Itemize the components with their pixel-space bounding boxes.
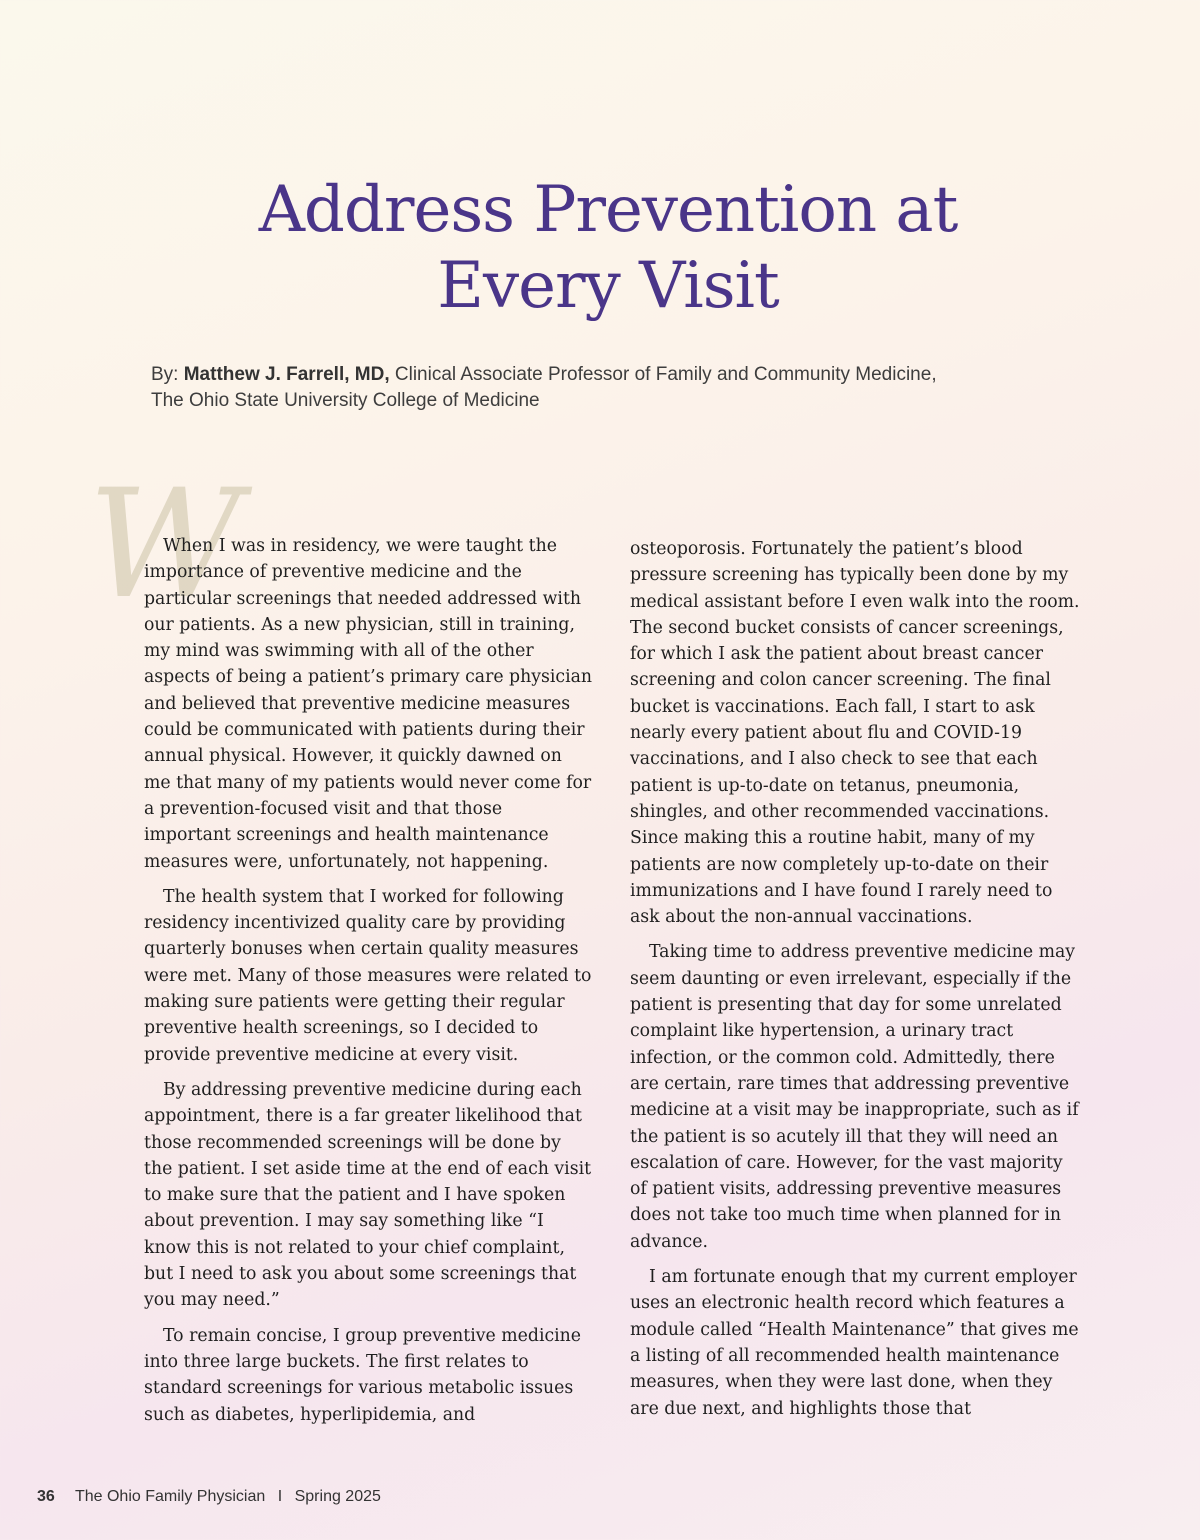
page-footer: [37, 1488, 381, 1506]
paragraph: I am fortunate enough that my current employer uses an electronic health record which features a module called “Health Maintenance” that gives me a listing of all recommended health maintenance measures, when they were last done, when they are due next, and highlights those that: [630, 1267, 1079, 1419]
page-number: 36: [37, 1488, 55, 1505]
footer-separator: I: [277, 1488, 283, 1505]
title-line-1: Address Prevention at: [258, 173, 958, 247]
publication-name: The Ohio Family Physician: [74, 1488, 266, 1505]
paragraph: By addressing preventive medicine during each appointment, there is a far greater likelihood that those recommended screenings will be done by the patient. I set aside time at the end of each visit to make sure that the patient and I have spoken about prevention. I may say something like “I know this is not related to your chief complaint, but I need to ask you about some screenings that you may need.”: [144, 1079, 592, 1311]
article-column-right: [630, 536, 1080, 1431]
author-affiliation: The Ohio State University College of Medicine: [151, 390, 540, 411]
paragraph: When I was in residency, we were taught the importance of preventive medicine and the particular screenings that needed addressed with our patients. As a new physician, still in training, my mind was swimming with all of the other aspects of being a patient’s primary care physician and believed that preventive medicine measures could be communicated with patients during their annual physical. However, it quickly dawned on me that many of my patients would never come for a prevention-focused visit and that those important screenings and health maintenance measures were, unfortunately, not happening.: [144, 536, 593, 872]
byline: [151, 362, 1071, 414]
title-line-2: Every Visit: [437, 249, 779, 323]
author-title: Clinical Associate Professor of Family and Community Medicine,: [394, 364, 937, 385]
paragraph: The health system that I worked for following residency incentivized quality care by providing quarterly bonuses when certain quality measures were met. Many of those measures were related to making sure patients were getting their regular preventive health screenings, so I decided to provide preventive medicine at every visit.: [144, 886, 592, 1065]
paragraph: To remain concise, I group preventive medicine into three large buckets. The first relates to standard screenings for various metabolic issues such as diabetes, hyperlipidemia, and: [144, 1325, 582, 1425]
byline-prefix: By:: [151, 364, 179, 385]
article-column-left: [144, 533, 594, 1437]
paragraph: Taking time to address preventive medicine may seem daunting or even irrelevant, especially if the patient is presenting that day for some unrelated complaint like hypertension, a urinary tract infection, or the common cold. Admittedly, there are certain, rare times that addressing preventive medicine at a visit may be inappropriate, such as if the patient is so acutely ill that they will need an escalation of care. However, for the vast majority of patient visits, addressing preventive measures does not take too much time when planned for in advance.: [630, 942, 1079, 1252]
issue-date: Spring 2025: [294, 1488, 381, 1505]
paragraph: osteoporosis. Fortunately the patient’s blood pressure screening has typically been done by my medical assistant before I even walk into the room. The second bucket consists of cancer screenings, for which I ask the patient about breast cancer screening and colon cancer screening. The final bucket is vaccinations. Each fall, I start to ask nearly every patient about flu and COVID-19 vaccinations, and I also check to see that each patient is up-to-date on tetanus, pneumonia, shingles, and other recommended vaccinations. Since making this a routine habit, many of my patients are now completely up-to-date on their immunizations and I have found I rarely need to ask about the non-annual vaccinations.: [630, 539, 1080, 928]
drop-cap: W: [88, 458, 243, 632]
author-name: Matthew J. Farrell, MD,: [183, 364, 390, 385]
article-title: [0, 172, 1200, 324]
